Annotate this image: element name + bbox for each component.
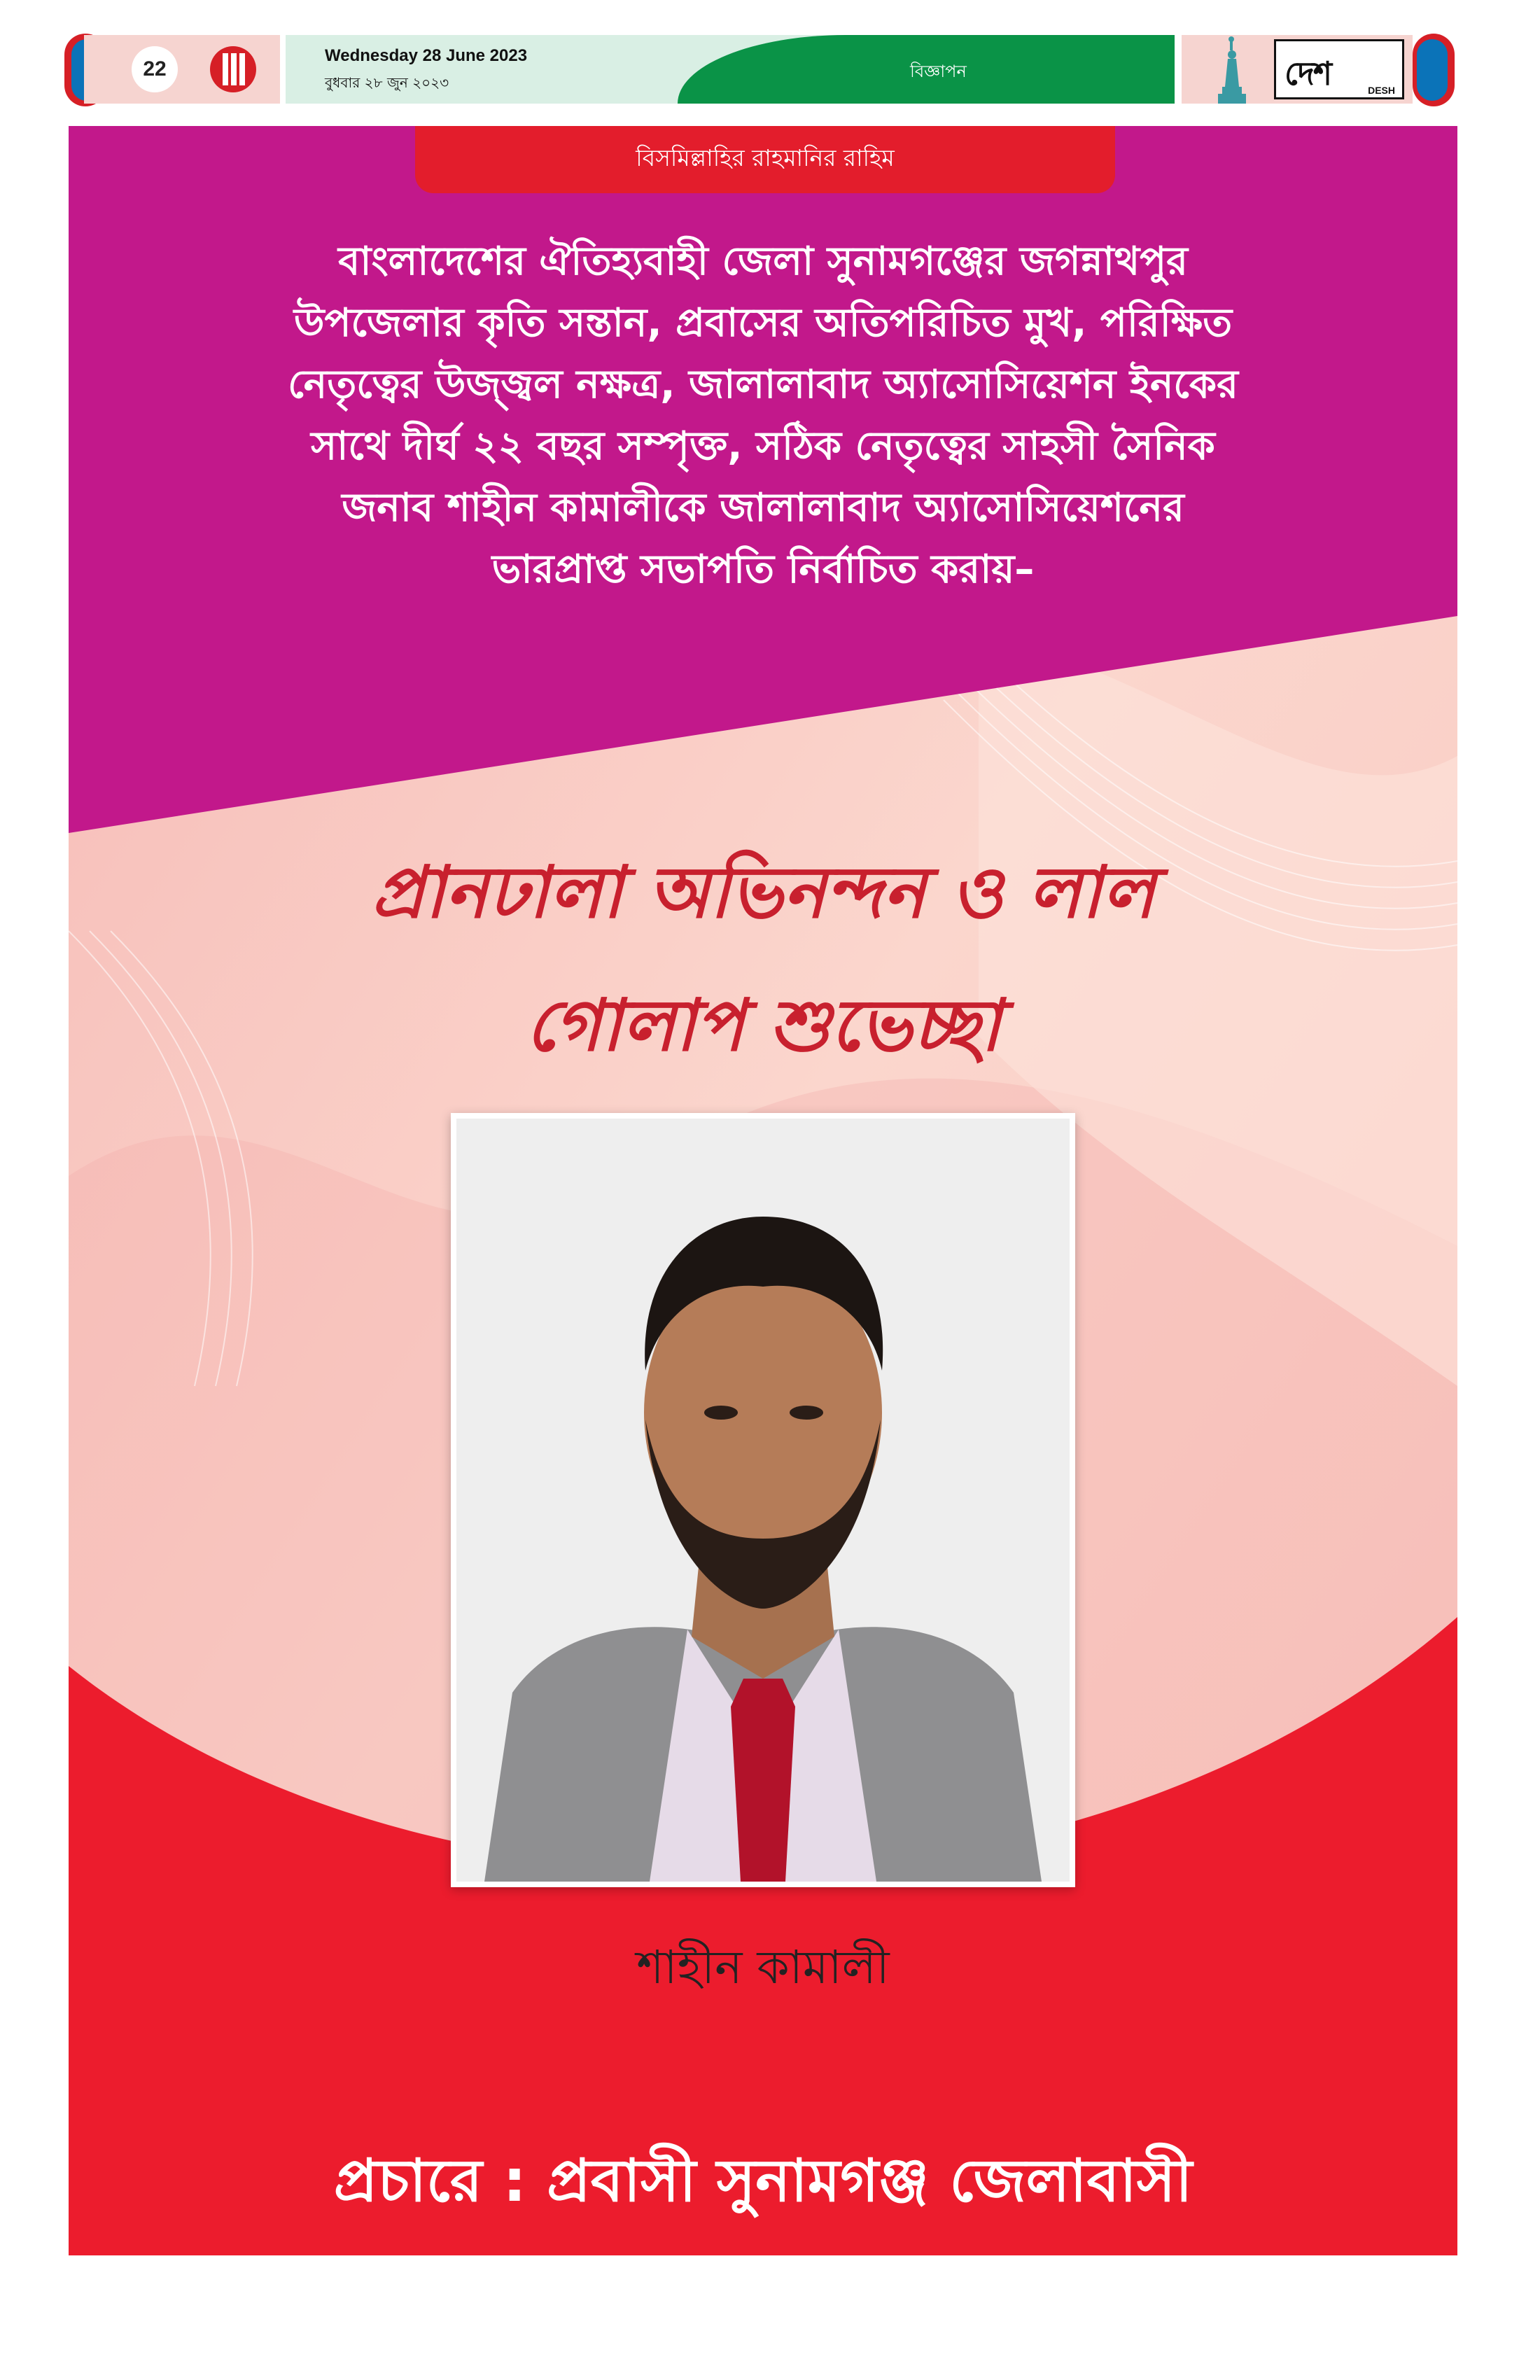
greeting-advertisement xyxy=(69,126,1457,2255)
bismillah-banner: বিসমিল্লাহির রাহমানির রাহিম xyxy=(415,126,1115,193)
intro-line: সাথে দীর্ঘ ২২ বছর সম্পৃক্ত, সঠিক নেতৃত্বের সাহসী সৈনিক xyxy=(311,424,1215,469)
intro-line: বাংলাদেশের ঐতিহ্যবাহী জেলা সুনামগঞ্জের জগন্নাথপুর xyxy=(338,239,1188,284)
page-number: 22 xyxy=(132,46,178,92)
desh-logo-glyph: দেশ xyxy=(1284,55,1331,92)
intro-line: উপজেলার কৃতি সন্তান, প্রবাসের অতিপরিচিত মুখ, পরিক্ষিত xyxy=(293,300,1233,346)
headline-line: প্রানঢালা অভিনন্দন ও লাল xyxy=(371,850,1155,934)
intro-line: জনাব শাহীন কামালীকে জালালাবাদ অ্যাসোসিয়েশনের xyxy=(342,485,1184,531)
intro-line: নেতৃত্বের উজ্জ্বল নক্ষত্র, জালালাবাদ অ্যাসোসিয়েশন ইনকের xyxy=(288,362,1238,407)
headline-line: গোলাপ শুভেচ্ছা xyxy=(525,983,1001,1068)
date-bangla: বুধবার ২৮ জুন ২০২৩ xyxy=(325,74,449,91)
person-name: শাহীন কামালী xyxy=(636,1940,890,1994)
intro-text xyxy=(174,231,1352,601)
greeting-headline xyxy=(111,826,1415,1092)
date-bar xyxy=(286,35,1175,104)
desh-logo-word: DESH xyxy=(1368,85,1395,96)
publisher-credit: প্রচারে : প্রবাসী সুনামগঞ্জ জেলাবাসী xyxy=(333,2146,1193,2215)
section-label: বিজ্ঞাপন xyxy=(910,62,967,81)
masthead-logo-icon xyxy=(210,46,256,92)
header-right-cap xyxy=(1413,34,1455,106)
portrait-frame xyxy=(451,1113,1075,1887)
desh-logo xyxy=(1274,39,1404,99)
intro-line: ভারপ্রাপ্ত সভাপতি নির্বাচিত করায়– xyxy=(491,547,1035,592)
date-english: Wednesday 28 June 2023 xyxy=(325,46,528,65)
statue-of-liberty-icon xyxy=(1211,36,1253,104)
portrait-photo xyxy=(456,1119,1070,1882)
